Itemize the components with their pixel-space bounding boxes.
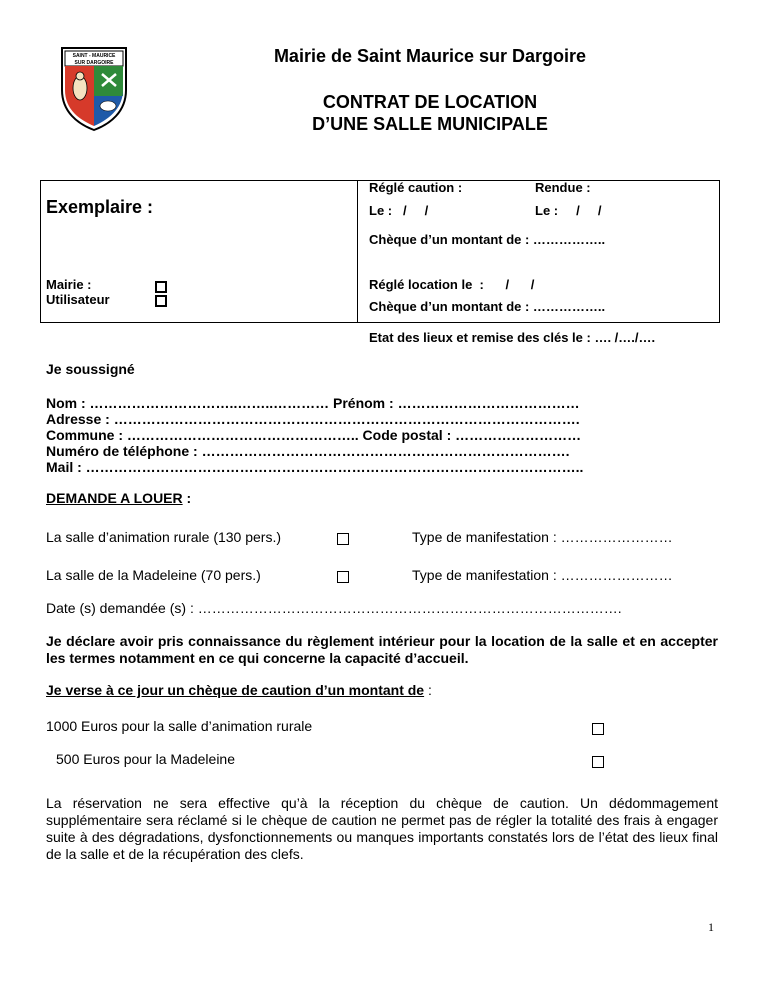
- etat-des-lieux-line: Etat des lieux et remise des clés le : …. /…./….: [369, 330, 656, 345]
- room-rurale-checkbox[interactable]: [337, 533, 349, 545]
- utilisateur-checkbox[interactable]: [155, 295, 167, 307]
- exemplaire-label: Exemplaire :: [46, 197, 154, 217]
- page-number: 1: [708, 920, 714, 934]
- room-madeleine-label: La salle de la Madeleine (70 pers.): [46, 567, 261, 583]
- caution-1000-label: 1000 Euros pour la salle d’animation rurale: [46, 718, 313, 734]
- municipal-crest: [58, 46, 130, 132]
- rendue-date: Le : / /: [535, 203, 602, 218]
- room-rurale-label: La salle d’animation rurale (130 pers.): [46, 529, 282, 545]
- room-madeleine-checkbox[interactable]: [337, 571, 349, 583]
- cheque-location-amount: Chèque d’un montant de : ……………..: [369, 299, 606, 314]
- contract-title-line2: D’UNE SALLE MUNICIPALE: [312, 114, 548, 134]
- nom-prenom-line: Nom : …………………………..……..………… Prénom : …………………………………: [46, 395, 580, 411]
- reservation-paragraph: La réservation ne sera effective qu’à la réception du chèque de caution. Un dédommagement supplémentaire sera réclamé si le chèque de caution ne permet pas de régler la totalité des frais à engager suite à des dégradations, dysfonctionnements ou manques importants constatés lors de l’état des lieux final de la salle et de la récupération des clefs.: [46, 795, 718, 862]
- mairie-checkbox[interactable]: [155, 281, 167, 293]
- demande-heading-colon: :: [182, 490, 192, 506]
- commune-line: Commune : ………………………………………….. Code postal : ………………………: [46, 427, 582, 443]
- rendue-label: Rendue :: [535, 180, 591, 195]
- mail-line: Mail : ……………………………………………………………………………………………..: [46, 459, 584, 475]
- demande-heading: [46, 490, 191, 506]
- caution-date: Le : / /: [369, 203, 429, 218]
- caution-heading-colon: :: [424, 682, 432, 698]
- contract-title-line1: CONTRAT DE LOCATION: [322, 92, 538, 112]
- adresse-line: Adresse : ……………………………………………………………………………………….: [46, 411, 580, 427]
- regle-caution-label: Réglé caution :: [369, 180, 463, 195]
- caution-heading-text: Je verse à ce jour un chèque de caution d’un montant de: [46, 682, 425, 698]
- je-soussigne: Je soussigné: [46, 361, 135, 377]
- telephone-line: Numéro de téléphone : …………………………………………………………………….: [46, 443, 570, 459]
- box-divider: [357, 180, 358, 323]
- caution-1000-checkbox[interactable]: [592, 723, 604, 735]
- crest-text-2: SUR DARGOIRE: [74, 60, 114, 66]
- caution-500-label: 500 Euros pour la Madeleine: [56, 751, 236, 767]
- demande-heading-text: DEMANDE A LOUER: [46, 490, 183, 506]
- mairie-label: Mairie :: [46, 277, 92, 292]
- caution-500-checkbox[interactable]: [592, 756, 604, 768]
- room-madeleine-type: Type de manifestation : ……………………: [412, 567, 673, 583]
- mairie-title: Mairie de Saint Maurice sur Dargoire: [273, 46, 587, 66]
- cheque-caution-amount: Chèque d’un montant de : ……………..: [369, 232, 606, 247]
- regle-location-date: Réglé location le : / /: [369, 277, 535, 292]
- crest-text-1: SAINT - MAURICE: [72, 53, 116, 59]
- utilisateur-label: Utilisateur: [46, 292, 110, 307]
- dates-demandees: Date (s) demandée (s) : ……………………………………………………………………………….: [46, 600, 622, 616]
- declaration-text: Je déclare avoir pris connaissance du règlement intérieur pour la location de la salle et en accepter les termes notamment en ce qui concerne la capacité d’accueil.: [46, 633, 718, 666]
- room-rurale-type: Type de manifestation : ……………………: [412, 529, 673, 545]
- caution-heading: [46, 682, 432, 698]
